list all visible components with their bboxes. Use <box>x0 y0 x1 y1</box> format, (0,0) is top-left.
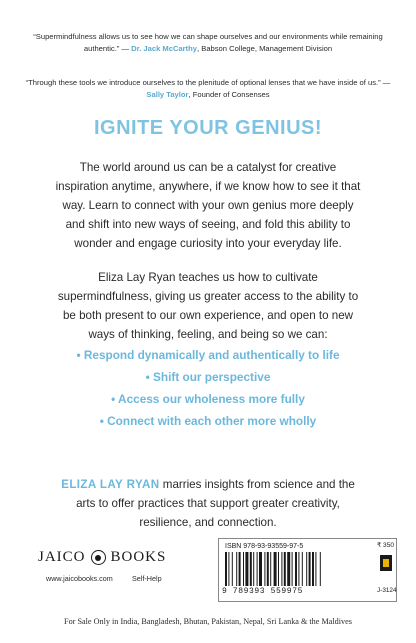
barcode-block <box>218 538 378 602</box>
publisher-badge-icon <box>380 555 392 571</box>
quote-text: “Supermindfulness allows us to see how we can shape ourselves and our environments while remaining authentic.” — <box>33 32 383 53</box>
list-item: • Access our wholeness more fully <box>111 392 305 406</box>
description-paragraph-2: Eliza Lay Ryan teaches us how to cultivate supermindfulness, giving us greater access to the ability to be both present to our own experience, and open to new ways of thinking, feeling, and being so we can: <box>57 271 359 341</box>
product-code: J-3124 <box>377 587 397 594</box>
author-bio <box>52 475 364 532</box>
list-item: • Respond dynamically and authentically to life <box>76 348 340 362</box>
barcode-icon <box>225 552 371 586</box>
list-item: • Connect with each other more wholly <box>99 414 317 428</box>
description-paragraph-1: The world around us can be a catalyst for creative inspiration anytime, anywhere, if we know how to see it that way. Learn to connect with your own genius more deeply and shift into new ways of seeing, and fold this ability to wonder and engage curiosity into your everyday life. <box>55 161 361 250</box>
list-item: • Shift our perspective <box>145 370 271 384</box>
sales-territory-note: For Sale Only in India, Bangladesh, Bhutan, Pakistan, Nepal, Sri Lanka & the Maldives <box>64 617 352 626</box>
quote-affiliation: , Babson College, Management Division <box>197 44 333 53</box>
book-category: Self-Help <box>132 574 162 583</box>
headline: IGNITE YOUR GENIUS! <box>93 117 323 139</box>
isbn-label: ISBN 978-93-93559-97-5 <box>225 543 304 550</box>
publisher-website: www.jaicobooks.com <box>46 574 113 583</box>
publisher-name-right: BOOKS <box>110 549 167 565</box>
price-label: ₹ 350 <box>377 542 395 549</box>
quote-text: “Through these tools we introduce ourselves to the plenitude of optional lenses that we have inside of us.” — <box>25 78 391 87</box>
endorsement-quote-2 <box>22 77 394 101</box>
barcode-digits: 9 789393 559975 <box>222 587 304 596</box>
benefit-list <box>0 344 416 432</box>
publisher-seal-icon <box>91 550 106 565</box>
publisher-logo <box>38 549 166 566</box>
quote-author: Dr. Jack McCarthy <box>131 44 198 53</box>
quote-author: Sally Taylor <box>146 90 189 99</box>
endorsement-quote-1 <box>22 31 394 55</box>
publisher-name-left: JAICO <box>38 549 86 565</box>
author-name: ELIZA LAY RYAN <box>61 478 160 491</box>
price-block <box>376 538 397 602</box>
quote-affiliation: , Founder of Consenses <box>188 90 270 99</box>
author-bio-text: marries insights from science and the arts to offer practices that support greater creativity, resilience, and connection. <box>76 478 355 529</box>
